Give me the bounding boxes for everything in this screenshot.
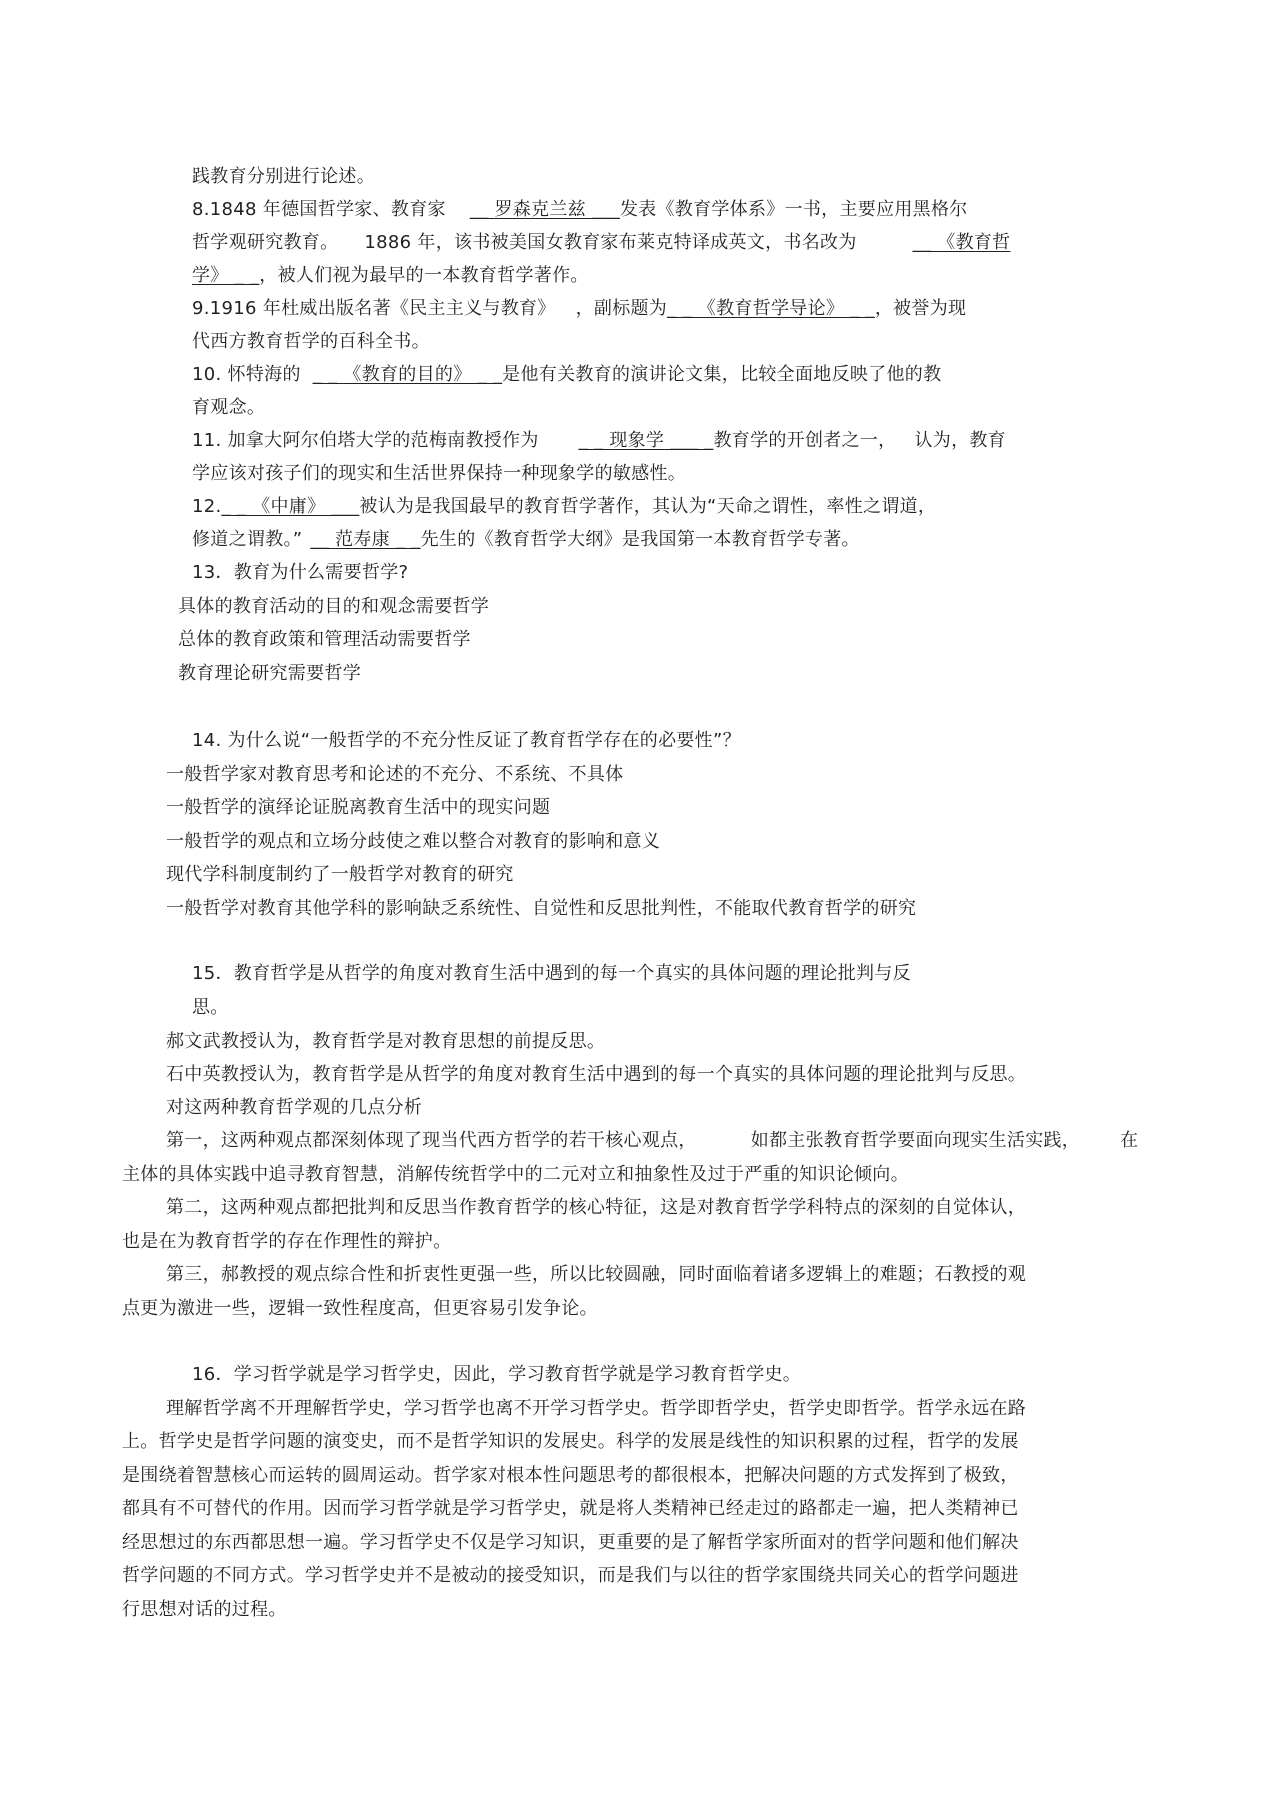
q15-para2-line2: 也是在为教育哲学的存在作理性的辩护。 — [122, 1231, 452, 1252]
q12-answer-author: __ 范寿康 _ _ — [310, 529, 421, 550]
q9-text-b: ，副标题为 — [575, 298, 668, 319]
q12-answer-book: _ _ 《中庸》 ___ — [221, 496, 360, 517]
q15-title-line2: 思。 — [192, 997, 229, 1018]
q9-line2: 代西方教育哲学的百科全书。 — [192, 331, 430, 352]
q15-p1-text-a: 第一，这两种观点都深刻体现了现当代西方哲学的若干核心观点， — [166, 1130, 697, 1151]
q9-answer-subtitle: _ _ 《教育哲学导论》 _ _ — [667, 298, 875, 319]
q16-body-line: 哲学问题的不同方式。学习哲学史并不是被动的接受知识，而是我们与以往的哲学家围绕共同关心的哲学问题进 — [122, 1565, 1019, 1586]
q8-answer-title-part1: __ 《教育哲 — [912, 232, 1011, 253]
q13-item: 教育理论研究需要哲学 — [178, 663, 361, 684]
q8-line3 — [192, 265, 589, 287]
q8-answer-author: __ 罗森克兰兹 _ — [469, 199, 602, 220]
q14-title: 14. 为什么说“一般哲学的不充分性反证了教育哲学存在的必要性”？ — [192, 730, 741, 751]
q8-text-b: 发表《教育学体系》一书，主要应用黑格尔 — [619, 199, 968, 220]
q16-body-line: 理解哲学离不开理解哲学史，学习哲学也离不开学习哲学史。哲学即哲学史，哲学史即哲学。哲学永远在路 — [166, 1398, 1027, 1419]
q8-text-a: 8.1848 年德国哲学家、教育家 — [192, 199, 446, 220]
q11-text-b: 教育学的开创者之一， — [713, 430, 897, 451]
q15-para3-line1: 第三，郝教授的观点综合性和折衷性更强一些，所以比较圆融，同时面临着诸多逻辑上的难题；石教授的观 — [166, 1264, 1027, 1285]
q15-p1-text-c: 在 — [1120, 1130, 1139, 1151]
q14-item: 一般哲学的演绎论证脱离教育生活中的现实问题 — [166, 797, 551, 818]
q13-item: 总体的教育政策和管理活动需要哲学 — [178, 629, 471, 650]
q7-tail: 践教育分别进行论述。 — [192, 166, 375, 187]
q8-text-d: 1886 年，该书被美国女教育家布莱克特译成英文，书名改为 — [364, 232, 857, 253]
q16-body-line: 行思想对话的过程。 — [122, 1599, 287, 1620]
q10-line1 — [192, 364, 941, 386]
q12-text-d: 先生的《教育哲学大纲》是我国第一本教育哲学专著。 — [420, 529, 860, 550]
q10-answer-book: _ _ 《教育的目的》 _ _ — [312, 364, 503, 385]
q14-item: 一般哲学的观点和立场分歧使之难以整合对教育的影响和意义 — [166, 831, 661, 852]
q14-item: 一般哲学家对教育思考和论述的不充分、不系统、不具体 — [166, 764, 624, 785]
q10-text-b: 是他有关教育的演讲论文集，比较全面地反映了他的教 — [502, 364, 942, 385]
q15-para2-line1: 第二，这两种观点都把批判和反思当作教育哲学的核心特征，这是对教育哲学学科特点的深刻的自觉体认， — [166, 1197, 1027, 1218]
q13-title: 13．教育为什么需要哲学? — [192, 562, 409, 583]
q14-item: 现代学科制度制约了一般哲学对教育的研究 — [166, 864, 514, 885]
q15-line: 郝文武教授认为，教育哲学是对教育思想的前提反思。 — [166, 1031, 606, 1052]
q11-text-a: 11. 加拿大阿尔伯塔大学的范梅南教授作为 — [192, 430, 539, 451]
q14-item: 一般哲学对教育其他学科的影响缺乏系统性、自觉性和反思批判性，不能取代教育哲学的研究 — [166, 898, 917, 919]
q16-body-line: 都具有不可替代的作用。因而学习哲学就是学习哲学史，就是将人类精神已经走过的路都走一遍，把人类精神已 — [122, 1498, 1019, 1519]
q8-answer-title-part2: 学》 _ _ — [192, 265, 260, 286]
q12-text-b: 被认为是我国最早的教育哲学著作，其认为“天命之谓性，率性之谓道， — [359, 496, 937, 517]
q10-line2: 育观念。 — [192, 397, 266, 418]
q16-body-line: 上。哲学史是哲学问题的演变史，而不是哲学知识的发展史。科学的发展是线性的知识积累的过程，哲学的发展 — [122, 1431, 1019, 1452]
q12-text-c: 修道之谓教。” — [192, 529, 303, 550]
q12-line1 — [192, 496, 936, 518]
q15-para1-line1 — [166, 1130, 1138, 1152]
q8-text-e: ，被人们视为最早的一本教育哲学著作。 — [259, 265, 589, 286]
q11-line2: 学应该对孩子们的现实和生活世界保持一种现象学的敏感性。 — [192, 463, 687, 484]
q15-line: 石中英教授认为，教育哲学是从哲学的角度对教育生活中遇到的每一个真实的具体问题的理论批判与反思。 — [166, 1064, 1027, 1085]
q8-line2 — [192, 232, 1010, 254]
q11-text-c: 认为，教育 — [914, 430, 1006, 451]
q15-para1-line2: 主体的具体实践中追寻教育智慧，消解传统哲学中的二元对立和抽象性及过于严重的知识论倾向。 — [122, 1164, 909, 1185]
q16-body-line: 经思想过的东西都思想一遍。学习哲学史不仅是学习知识，更重要的是了解哲学家所面对的哲学问题和他们解决 — [122, 1532, 1019, 1553]
q11-line1 — [192, 430, 1006, 452]
q15-line: 对这两种教育哲学观的几点分析 — [166, 1097, 423, 1118]
q11-answer-school: _ _ 现象学 ___ _ — [578, 430, 714, 451]
q12-line2 — [192, 529, 860, 551]
q13-item: 具体的教育活动的目的和观念需要哲学 — [178, 596, 490, 617]
q16-title: 16．学习哲学就是学习哲学史，因此，学习教育哲学就是学习教育哲学史。 — [192, 1364, 802, 1385]
q16-body-line: 是围绕着智慧核心而运转的圆周运动。哲学家对根本性问题思考的都很根本，把解决问题的方式发挥到了极致， — [122, 1465, 1019, 1486]
q15-title-line1: 15．教育哲学是从哲学的角度对教育生活中遇到的每一个真实的具体问题的理论批判与反 — [192, 963, 911, 984]
q15-p1-text-b: 如都主张教育哲学要面向现实生活实践， — [750, 1130, 1081, 1151]
q9-text-a: 9.1916 年杜威出版名著《民主主义与教育》 — [192, 298, 556, 319]
q8-line1: 8.1848 年德国哲学家、教育家 __ 罗森克兰兹 ___发表《教育学体系》一书，主要应用黑格尔 — [192, 199, 968, 220]
q8-text-c: 哲学观研究教育。 — [192, 232, 339, 253]
q9-text-c: ，被誉为现 — [874, 298, 967, 319]
q9-line1 — [192, 298, 966, 320]
q12-text-a: 12. — [192, 496, 222, 517]
q15-para3-line2: 点更为激进一些，逻辑一致性程度高，但更容易引发争论。 — [122, 1298, 598, 1319]
q10-text-a: 10. 怀特海的 — [192, 364, 301, 385]
